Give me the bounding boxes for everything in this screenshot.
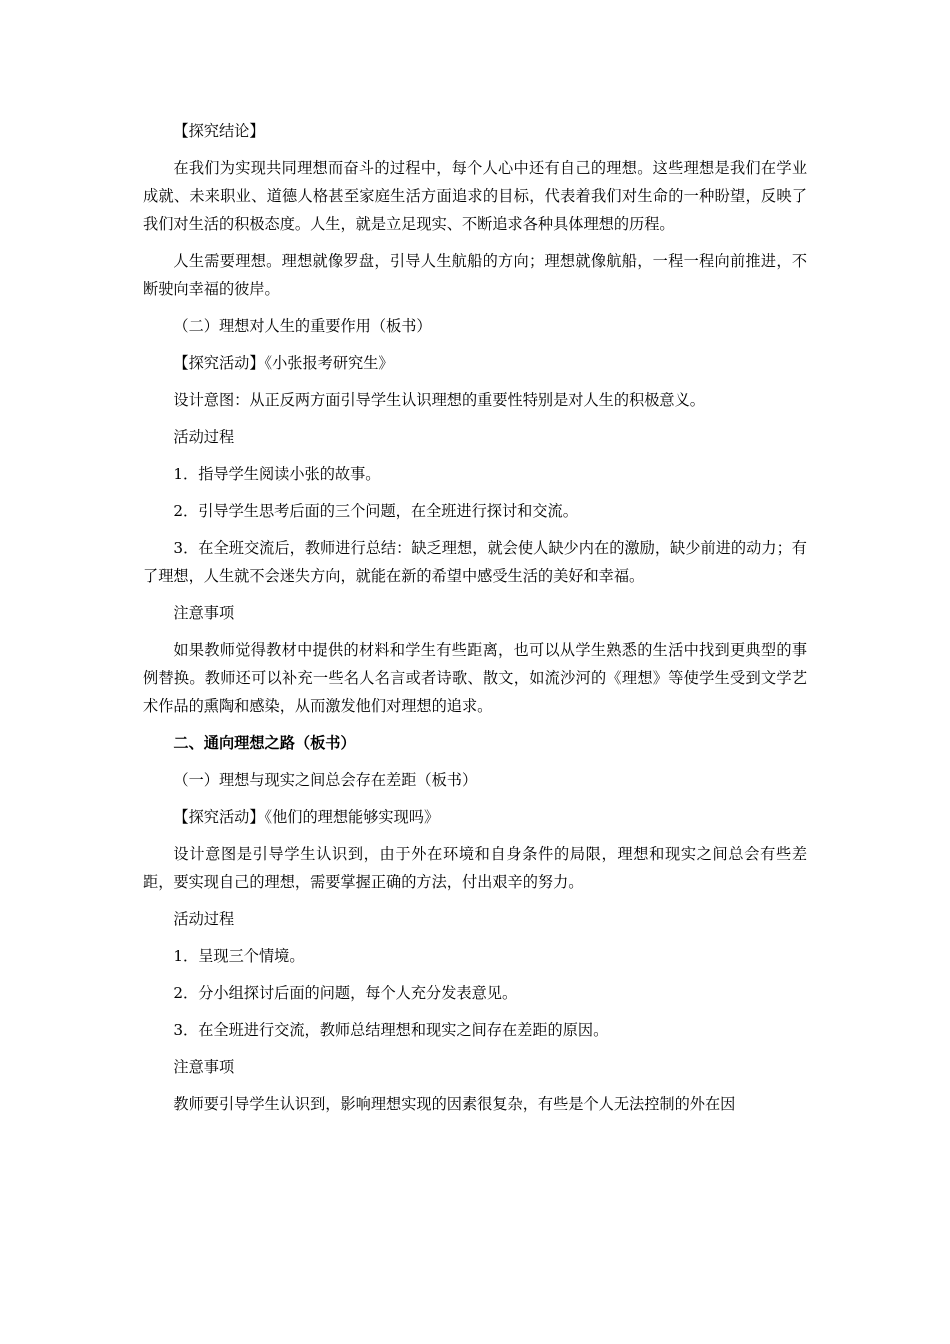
list-item-2-1: 1．呈现三个情境。 [173, 947, 305, 965]
activity-heading-xiaozhang: 【探究活动】《小张报考研究生》 [173, 354, 394, 372]
paragraph-notes-1: 如果教师觉得教材中提供的材料和学生有些距离，也可以从学生熟悉的生活中找到更典型的事例替换。教师还可以补充一些名人名言或者诗歌、散文，如流沙河的《理想》等使学生受到文学艺术作品的熏陶和感染，从而激发他们对理想的追求。 [143, 641, 807, 715]
activity-process-label-1: 活动过程 [173, 428, 235, 446]
paragraph-life-needs-ideals: 人生需要理想。理想就像罗盘，引导人生航船的方向；理想就像航船，一程一程向前推进，不断驶向幸福的彼岸。 [143, 252, 807, 298]
section-heading-path-to-ideals: 二、通向理想之路（板书） [173, 734, 356, 752]
list-item-2-3: 3．在全班进行交流，教师总结理想和现实之间存在差距的原因。 [173, 1021, 609, 1039]
notes-label-1: 注意事项 [173, 604, 235, 622]
section-heading-inquiry-conclusion: 【探究结论】 [173, 122, 265, 140]
design-intent-1: 设计意图：从正反两方面引导学生认识理想的重要性特别是对人生的积极意义。 [173, 391, 705, 409]
list-item-1-1: 1．指导学生阅读小张的故事。 [173, 465, 381, 483]
subheading-importance-of-ideals: （二）理想对人生的重要作用（板书） [173, 317, 432, 335]
activity-process-label-2: 活动过程 [173, 910, 235, 928]
notes-label-2: 注意事项 [173, 1058, 235, 1076]
document-body [143, 117, 807, 1118]
paragraph-personal-ideals: 在我们为实现共同理想而奋斗的过程中，每个人心中还有自己的理想。这些理想是我们在学业成就、未来职业、道德人格甚至家庭生活方面追求的目标，代表着我们对生命的一种盼望，反映了我们对生活的积极态度。人生，就是立足现实、不断追求各种具体理想的历程。 [143, 159, 807, 233]
subheading-ideal-reality-gap: （一）理想与现实之间总会存在差距（板书） [173, 771, 478, 789]
list-item-2-2: 2．分小组探讨后面的问题，每个人充分发表意见。 [173, 984, 518, 1002]
list-item-1-2: 2．引导学生思考后面的三个问题，在全班进行探讨和交流。 [173, 502, 578, 520]
paragraph-notes-2: 教师要引导学生认识到，影响理想实现的因素很复杂，有些是个人无法控制的外在因 [173, 1095, 736, 1113]
activity-heading-can-ideals-come-true: 【探究活动】《他们的理想能够实现吗》 [173, 808, 440, 826]
list-item-1-3: 3．在全班交流后，教师进行总结：缺乏理想，就会使人缺少内在的激励，缺少前进的动力；有了理想，人生就不会迷失方向，就能在新的希望中感受生活的美好和幸福。 [143, 539, 807, 585]
design-intent-2: 设计意图是引导学生认识到，由于外在环境和自身条件的局限，理想和现实之间总会有些差距，要实现自己的理想，需要掌握正确的方法，付出艰辛的努力。 [143, 845, 807, 891]
